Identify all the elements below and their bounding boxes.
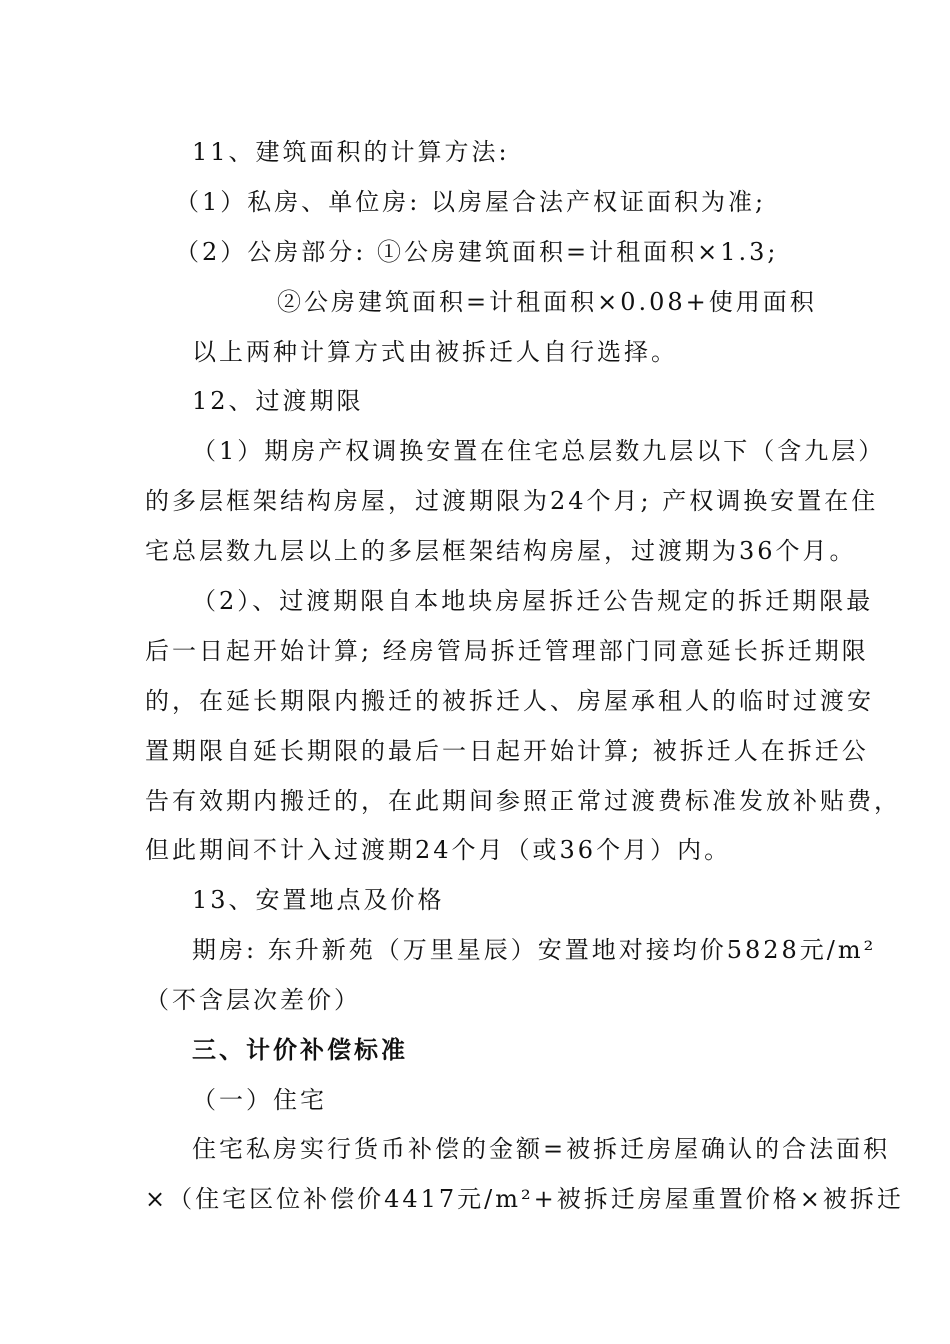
item-12-clause-2-line-4: 置期限自延长期限的最后一日起开始计算; 被拆迁人在拆迁公 — [145, 737, 869, 765]
item-13-location-line-1: 期房: 东升新苑（万里星辰）安置地对接均价5828元/m² — [192, 936, 877, 964]
item-13-location-line-2: （不含层次差价） — [145, 986, 361, 1014]
item-11-formula-2: ②公房建筑面积=计租面积×0.08+使用面积 — [277, 288, 817, 316]
item-11-clause-1: （1）私房、单位房: 以房屋合法产权证面积为准; — [175, 188, 767, 216]
item-13-title: 13、安置地点及价格 — [192, 886, 445, 914]
item-11-title: 11、建筑面积的计算方法: — [192, 138, 510, 166]
item-12-clause-1-line-2: 的多层框架结构房屋，过渡期限为24个月; 产权调换安置在住 — [145, 487, 879, 515]
residential-formula-line-1: 住宅私房实行货币补偿的金额=被拆迁房屋确认的合法面积 — [192, 1135, 891, 1163]
section-3-heading: 三、计价补偿标准 — [192, 1036, 408, 1064]
item-12-clause-2-line-1: （2）、过渡期限自本地块房屋拆迁公告规定的拆迁期限最 — [192, 587, 874, 615]
item-12-clause-2-line-6: 但此期间不计入过渡期24个月（或36个月）内。 — [145, 836, 732, 864]
item-12-clause-2-line-5: 告有效期内搬迁的，在此期间参照正常过渡费标准发放补贴费， — [145, 787, 901, 815]
subsection-residential-heading: （一）住宅 — [192, 1086, 327, 1114]
residential-formula-line-2: ×（住宅区位补偿价4417元/m²+被拆迁房屋重置价格×被拆迁 — [145, 1185, 904, 1213]
item-11-note: 以上两种计算方式由被拆迁人自行选择。 — [192, 338, 678, 366]
item-11-clause-2: （2）公房部分: ①公房建筑面积=计租面积×1.3; — [175, 238, 779, 266]
item-12-clause-2-line-3: 的，在延长期限内搬迁的被拆迁人、房屋承租人的临时过渡安 — [145, 687, 874, 715]
item-12-title: 12、过渡期限 — [192, 387, 364, 415]
item-12-clause-1-line-3: 宅总层数九层以上的多层框架结构房屋，过渡期为36个月。 — [145, 537, 857, 565]
item-12-clause-2-line-2: 后一日起开始计算; 经房管局拆迁管理部门同意延长拆迁期限 — [145, 637, 869, 665]
item-12-clause-1-line-1: （1）期房产权调换安置在住宅总层数九层以下（含九层） — [192, 437, 886, 465]
